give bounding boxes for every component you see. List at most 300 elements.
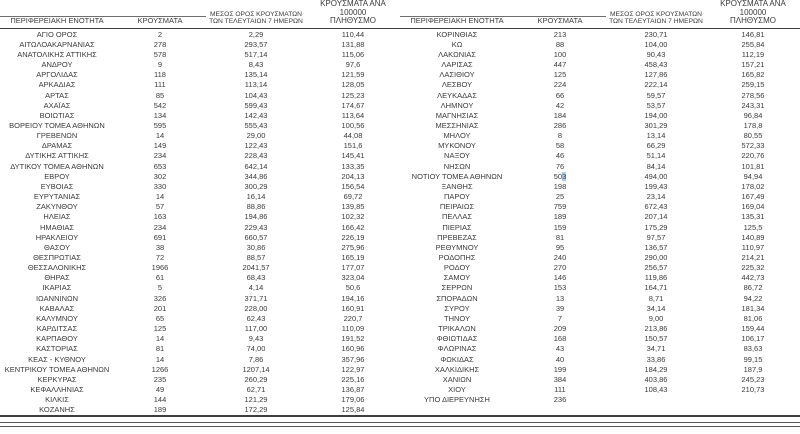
cases-cell: 38 <box>155 242 165 252</box>
per100k-cell: 69,72 <box>343 192 363 202</box>
per100k-cell: 157,21 <box>741 60 765 70</box>
cases-cell: 1966 <box>151 263 169 273</box>
avg7-cell: 88,86 <box>246 202 266 212</box>
avg7-cell: 53,57 <box>646 100 666 110</box>
avg7-cell: 184,29 <box>644 364 668 374</box>
avg7-cell: 59,57 <box>646 90 666 100</box>
avg7-cell: 62,71 <box>246 385 266 395</box>
table-row <box>0 222 400 232</box>
avg7-cell: 108,43 <box>644 385 668 395</box>
table-row <box>400 303 800 313</box>
col-header-cases: ΚΡΟΥΣΜΑΤΑ <box>514 16 606 28</box>
table-row <box>0 344 400 354</box>
avg7-cell: 403,86 <box>644 374 668 384</box>
cases-cell: 111 <box>154 80 166 90</box>
per100k-cell: 136,87 <box>341 385 365 395</box>
region-cell: ΧΑΛΚΙΔΙΚΗΣ <box>434 364 480 374</box>
region-cell: ΚΕΦΑΛΛΗΝΙΑΣ <box>30 385 84 395</box>
region-cell: ΑΝΑΤΟΛΙΚΗΣ ΑΤΤΙΚΗΣ <box>17 49 97 59</box>
per100k-cell: 44,08 <box>343 131 363 141</box>
cases-cell: 76 <box>555 161 565 171</box>
cases-cell: 224 <box>553 80 567 90</box>
per100k-cell: 125,23 <box>341 90 365 100</box>
avg7-cell: 672,43 <box>644 202 668 212</box>
region-cell: ΛΑΚΩΝΙΑΣ <box>438 49 476 59</box>
per100k-cell: 160,96 <box>341 344 365 354</box>
region-cell: ΠΙΕΡΙΑΣ <box>442 222 472 232</box>
region-cell: ΙΩΑΝΝΙΝΩΝ <box>35 293 79 303</box>
avg7-cell: 7,86 <box>248 354 264 364</box>
per100k-cell: 220,76 <box>741 151 765 161</box>
region-cell: ΚΑΒΑΛΑΣ <box>39 303 75 313</box>
region-cell: ΤΡΙΚΑΛΩΝ <box>438 324 476 334</box>
region-cell: ΠΡΕΒΕΖΑΣ <box>437 232 477 242</box>
table-row <box>400 222 800 232</box>
region-cell: ΜΥΚΟΝΟΥ <box>438 141 476 151</box>
col-header-per100k: ΚΡΟΥΣΜΑΤΑ ΑΝΑ 100000 ΠΛΗΘΥΣΜΟ <box>320 0 386 26</box>
region-cell: ΦΩΚΙΔΑΣ <box>440 354 474 364</box>
per100k-cell: 113,64 <box>341 110 365 120</box>
table-body <box>0 29 400 415</box>
table-row <box>0 313 400 323</box>
cases-cell: 236 <box>553 395 567 405</box>
cases-cell: 14 <box>155 192 165 202</box>
region-cell: ΑΝΔΡΟΥ <box>41 60 73 70</box>
per100k-cell: 357,96 <box>341 354 365 364</box>
region-cell: ΗΡΑΚΛΕΙΟΥ <box>35 232 79 242</box>
region-cell: ΑΧΑΪΑΣ <box>43 100 71 110</box>
per100k-cell: 278,56 <box>741 90 765 100</box>
cases-cell: 85 <box>155 90 165 100</box>
table-row <box>400 171 800 181</box>
cases-cell: 384 <box>553 374 567 384</box>
region-cell: ΤΗΝΟΥ <box>443 313 470 323</box>
cases-table-right <box>400 0 800 405</box>
table-row <box>0 100 400 110</box>
avg7-cell: 199,43 <box>644 181 668 191</box>
cases-cell: 25 <box>555 192 565 202</box>
per100k-cell: 226,19 <box>341 232 365 242</box>
cases-cell: 153 <box>553 283 567 293</box>
region-cell: ΛΗΜΝΟΥ <box>440 100 474 110</box>
per100k-cell: 131,88 <box>341 39 365 49</box>
avg7-cell: 135,14 <box>244 70 268 80</box>
cases-cell: 111 <box>554 385 566 395</box>
region-cell: ΑΡΤΑΣ <box>45 90 69 100</box>
per100k-cell: 110,09 <box>341 324 365 334</box>
cases-cell: 125 <box>553 70 567 80</box>
avg7-cell: 660,57 <box>244 232 268 242</box>
region-cell: ΡΟΔΟΠΗΣ <box>438 253 476 263</box>
avg7-cell: 1207,14 <box>242 364 270 374</box>
per100k-cell: 572,33 <box>741 141 765 151</box>
cases-cell: 81 <box>155 344 165 354</box>
per100k-cell: 181,34 <box>741 303 765 313</box>
table-row <box>0 293 400 303</box>
cases-cell: 9 <box>157 60 163 70</box>
avg7-cell: 30,86 <box>246 242 266 252</box>
cases-cell: 168 <box>553 334 567 344</box>
cases-cell: 100 <box>553 49 567 59</box>
region-cell: ΡΕΘΥΜΝΟΥ <box>435 242 479 252</box>
table-row <box>0 192 400 202</box>
region-cell: ΑΡΓΟΛΙΔΑΣ <box>36 70 78 80</box>
region-cell: ΑΙΤΩΛΟΑΚΑΡΝΑΝΙΑΣ <box>19 39 95 49</box>
table-row <box>0 59 400 69</box>
per100k-cell: 259,15 <box>741 80 765 90</box>
cases-cell: 7 <box>557 313 563 323</box>
cases-cell: 691 <box>153 232 167 242</box>
cases-cell: 330 <box>153 181 167 191</box>
region-cell: ΧΑΝΙΩΝ <box>442 374 472 384</box>
table-row <box>0 212 400 222</box>
region-cell: ΜΑΓΝΗΣΙΑΣ <box>435 110 479 120</box>
table-row <box>400 120 800 130</box>
table-row <box>400 252 800 262</box>
region-cell: ΣΑΜΟΥ <box>443 273 471 283</box>
region-cell: ΚΙΛΚΙΣ <box>45 395 69 405</box>
avg7-cell: 23,14 <box>646 192 666 202</box>
cases-cell: 447 <box>553 60 567 70</box>
region-cell: ΠΕΛΛΑΣ <box>441 212 473 222</box>
per100k-cell: 177,07 <box>341 263 365 273</box>
avg7-cell: 172,29 <box>244 405 268 415</box>
double-rule-top <box>0 422 800 423</box>
col-header-per100k: ΚΡΟΥΣΜΑΤΑ ΑΝΑ 100000 ΠΛΗΘΥΣΜΟ <box>720 0 786 26</box>
avg7-cell: 121,29 <box>244 395 268 405</box>
cases-cell: 5 <box>157 283 163 293</box>
avg7-cell: 4,14 <box>248 283 264 293</box>
table-row <box>400 395 800 405</box>
table-row <box>0 151 400 161</box>
per100k-cell: 151,6 <box>343 141 363 151</box>
table-row <box>400 293 800 303</box>
region-cell: ΚΕΝΤΡΙΚΟΥ ΤΟΜΕΑ ΑΘΗΝΩΝ <box>4 364 110 374</box>
region-cell: ΞΑΝΘΗΣ <box>441 181 473 191</box>
table-row <box>0 181 400 191</box>
cases-cell: 159 <box>553 222 567 232</box>
region-cell: ΥΠΟ ΔΙΕΡΕΥΝΗΣΗ <box>424 395 490 405</box>
avg7-cell: 84,14 <box>646 161 666 171</box>
region-cell: ΚΑΡΔΙΤΣΑΣ <box>36 324 78 334</box>
per100k-cell: 112,19 <box>741 49 765 59</box>
cases-cell: 503 <box>553 171 567 181</box>
region-cell: ΚΟΡΙΝΘΙΑΣ <box>436 29 478 39</box>
cases-cell: 118 <box>154 70 166 80</box>
avg7-cell: 194,86 <box>244 212 268 222</box>
cases-cell: 149 <box>153 141 167 151</box>
table-body <box>400 29 800 405</box>
avg7-cell: 104,00 <box>644 39 668 49</box>
cases-cell: 40 <box>555 354 565 364</box>
table-row <box>0 110 400 120</box>
per100k-cell: 110,97 <box>741 242 765 252</box>
region-cell: ΦΛΩΡΙΝΑΣ <box>437 344 477 354</box>
per100k-cell: 94,94 <box>743 171 763 181</box>
table-row <box>0 141 400 151</box>
region-cell: ΘΑΣΟΥ <box>44 242 70 252</box>
avg7-cell: 207,14 <box>644 212 668 222</box>
per100k-cell: 442,73 <box>741 273 765 283</box>
per100k-cell: 139,85 <box>341 202 365 212</box>
table-row <box>0 364 400 374</box>
cases-cell: 42 <box>555 100 565 110</box>
table-row <box>400 80 800 90</box>
region-cell: ΔΡΑΜΑΣ <box>41 141 73 151</box>
table-row <box>400 232 800 242</box>
region-cell: ΚΑΡΠΑΘΟΥ <box>36 334 78 344</box>
table-row <box>400 384 800 394</box>
cases-cell: 49 <box>155 385 165 395</box>
region-cell: ΛΑΣΙΘΙΟΥ <box>439 70 475 80</box>
cases-cell: 146 <box>553 273 567 283</box>
table-row <box>0 49 400 59</box>
avg7-cell: 555,43 <box>244 120 268 130</box>
avg7-cell: 104,43 <box>244 90 268 100</box>
per100k-cell: 225,32 <box>741 263 765 273</box>
cases-cell: 653 <box>153 161 167 171</box>
region-cell: ΚΑΣΤΟΡΙΑΣ <box>36 344 78 354</box>
per100k-cell: 80,55 <box>743 131 763 141</box>
table-row <box>400 334 800 344</box>
avg7-cell: 90,43 <box>646 49 666 59</box>
avg7-cell: 62,43 <box>246 313 266 323</box>
region-cell: ΑΓΙΟ ΟΡΟΣ <box>36 29 78 39</box>
region-cell: ΙΚΑΡΙΑΣ <box>42 283 72 293</box>
cases-cell: 184 <box>553 110 567 120</box>
cases-cell: 163 <box>153 212 167 222</box>
avg7-cell: 260,29 <box>244 374 268 384</box>
per100k-cell: 81,06 <box>743 313 763 323</box>
avg7-cell: 290,00 <box>644 253 668 263</box>
cases-cell: 189 <box>553 212 567 222</box>
avg7-cell: 119,86 <box>644 273 668 283</box>
table-row <box>0 131 400 141</box>
per100k-cell: 169,04 <box>741 202 765 212</box>
cases-cell: 58 <box>555 141 565 151</box>
per100k-cell: 194,16 <box>341 293 365 303</box>
avg7-cell: 344,86 <box>244 171 268 181</box>
cases-cell: 209 <box>553 324 567 334</box>
cases-cell: 144 <box>153 395 167 405</box>
avg7-cell: 34,14 <box>646 303 666 313</box>
avg7-cell: 66,29 <box>646 141 666 151</box>
per100k-cell: 50,6 <box>345 283 361 293</box>
table-row <box>0 395 400 405</box>
per100k-cell: 225,16 <box>341 374 365 384</box>
table-row <box>400 202 800 212</box>
cases-cell: 302 <box>153 171 167 181</box>
table-row <box>0 70 400 80</box>
avg7-cell: 8,71 <box>648 293 664 303</box>
per100k-cell: 122,97 <box>341 364 365 374</box>
cases-cell: 43 <box>555 344 565 354</box>
region-cell: ΘΕΣΠΡΩΤΙΑΣ <box>33 253 81 263</box>
per100k-cell: 96,84 <box>743 110 763 120</box>
per100k-cell: 191,52 <box>341 334 365 344</box>
per100k-cell: 83,63 <box>743 344 763 354</box>
region-cell: ΚΕΑΣ - ΚΥΘΝΟΥ <box>28 354 86 364</box>
table-row <box>0 283 400 293</box>
table-row <box>400 70 800 80</box>
per100k-cell: 220,7 <box>343 313 363 323</box>
avg7-cell: 88,57 <box>246 253 266 263</box>
table-row <box>400 283 800 293</box>
region-cell: ΛΕΣΒΟΥ <box>441 80 473 90</box>
region-cell: ΛΕΥΚΑΔΑΣ <box>437 90 477 100</box>
per100k-cell: 160,91 <box>341 303 365 313</box>
table-row <box>0 29 400 39</box>
per100k-cell: 133,35 <box>341 161 365 171</box>
per100k-cell: 110,44 <box>341 29 365 39</box>
avg7-cell: 256,57 <box>644 263 668 273</box>
avg7-cell: 164,71 <box>644 283 668 293</box>
region-cell: ΧΙΟΥ <box>448 385 466 395</box>
per100k-cell: 178,8 <box>743 120 763 130</box>
cases-cell: 72 <box>155 253 165 263</box>
avg7-cell: 8,43 <box>248 60 264 70</box>
cases-cell: 8 <box>557 131 563 141</box>
cases-cell: 578 <box>153 49 167 59</box>
avg7-cell: 301,29 <box>644 120 668 130</box>
region-cell: ΕΒΡΟΥ <box>44 171 70 181</box>
region-cell: ΠΑΡΟΥ <box>443 192 470 202</box>
cases-cell: 95 <box>555 242 565 252</box>
region-cell: ΜΕΣΣΗΝΙΑΣ <box>435 120 479 130</box>
per100k-cell: 97,6 <box>345 60 361 70</box>
cases-cell: 235 <box>153 374 167 384</box>
table-row <box>0 242 400 252</box>
region-cell: ΛΑΡΙΣΑΣ <box>441 60 473 70</box>
per100k-cell: 243,31 <box>741 100 765 110</box>
table-row <box>0 80 400 90</box>
per100k-cell: 140,89 <box>741 232 765 242</box>
table-row <box>0 90 400 100</box>
avg7-cell: 68,43 <box>246 273 266 283</box>
avg7-cell: 300,29 <box>244 181 268 191</box>
per100k-cell: 101,81 <box>741 161 765 171</box>
per100k-cell: 204,13 <box>341 171 365 181</box>
selected-digit: 3 <box>562 171 567 181</box>
region-cell: ΣΠΟΡΑΔΩΝ <box>436 293 478 303</box>
per100k-cell: 323,04 <box>341 273 365 283</box>
cases-cell: 14 <box>155 131 165 141</box>
col-header-avg7: ΜΕΣΟΣ ΟΡΟΣ ΚΡΟΥΣΜΑΤΩΝ ΤΩΝ ΤΕΛΕΥΤΑΙΩΝ 7 ΗΜΕΡΩΝ <box>609 10 703 26</box>
avg7-cell: 229,43 <box>244 222 268 232</box>
per100k-cell: 174,67 <box>341 100 365 110</box>
region-cell: ΠΕΙΡΑΙΩΣ <box>439 202 475 212</box>
cases-cell: 1266 <box>151 364 169 374</box>
table-row <box>400 324 800 334</box>
avg7-cell: 458,43 <box>644 60 668 70</box>
cases-cell: 270 <box>553 263 567 273</box>
region-cell: ΡΟΔΟΥ <box>443 263 471 273</box>
region-cell: ΝΟΤΙΟΥ ΤΟΜΕΑ ΑΘΗΝΩΝ <box>411 171 503 181</box>
per100k-cell: 165,82 <box>741 70 765 80</box>
cases-cell: 61 <box>155 273 165 283</box>
region-cell: ΣΥΡΟΥ <box>444 303 470 313</box>
table-row <box>400 344 800 354</box>
cases-cell: 286 <box>553 120 567 130</box>
table-row <box>400 90 800 100</box>
table-row <box>0 161 400 171</box>
avg7-cell: 213,86 <box>644 324 668 334</box>
avg7-cell: 117,00 <box>244 324 268 334</box>
cases-cell: 199 <box>553 364 567 374</box>
per100k-cell: 99,15 <box>743 354 763 364</box>
col-header-cases: ΚΡΟΥΣΜΑΤΑ <box>114 16 206 28</box>
per100k-cell: 100,56 <box>341 120 365 130</box>
table-row <box>400 242 800 252</box>
cases-table-left <box>0 0 400 415</box>
per100k-cell: 187,9 <box>743 364 763 374</box>
cases-cell: 198 <box>553 181 567 191</box>
cases-cell: 46 <box>555 151 565 161</box>
cases-cell: 234 <box>153 222 167 232</box>
avg7-cell: 194,00 <box>644 110 668 120</box>
per100k-cell: 166,42 <box>341 222 365 232</box>
table-row <box>0 252 400 262</box>
cases-cell: 57 <box>155 202 165 212</box>
table-row <box>400 151 800 161</box>
avg7-cell: 51,14 <box>646 151 666 161</box>
table-row <box>400 354 800 364</box>
avg7-cell: 642,14 <box>244 161 268 171</box>
cases-cell: 542 <box>153 100 167 110</box>
cases-cell: 234 <box>153 151 167 161</box>
cases-cell: 189 <box>153 405 167 415</box>
per100k-cell: 210,73 <box>741 385 765 395</box>
cases-cell: 759 <box>553 202 567 212</box>
col-header-avg7: ΜΕΣΟΣ ΟΡΟΣ ΚΡΟΥΣΜΑΤΩΝ ΤΩΝ ΤΕΛΕΥΤΑΙΩΝ 7 ΗΜΕΡΩΝ <box>209 10 303 26</box>
table-row <box>0 374 400 384</box>
avg7-cell: 33,86 <box>646 354 666 364</box>
per100k-cell: 145,41 <box>341 151 365 161</box>
per100k-cell: 179,06 <box>341 395 365 405</box>
table-row <box>400 39 800 49</box>
avg7-cell: 517,14 <box>244 49 268 59</box>
region-cell: ΣΕΡΡΩΝ <box>441 283 473 293</box>
per100k-cell: 146,81 <box>741 29 765 39</box>
per100k-cell: 115,06 <box>341 49 365 59</box>
region-cell: ΔΥΤΙΚΗΣ ΑΤΤΙΚΗΣ <box>25 151 89 161</box>
cases-cell: 39 <box>555 303 565 313</box>
cases-cell: 14 <box>155 354 165 364</box>
per100k-cell: 255,84 <box>741 39 765 49</box>
table-row <box>0 171 400 181</box>
table-row <box>400 364 800 374</box>
avg7-cell: 2041,57 <box>242 263 270 273</box>
cases-cell: 134 <box>153 110 167 120</box>
avg7-cell: 494,00 <box>644 171 668 181</box>
per100k-cell: 214,21 <box>741 253 765 263</box>
table-row <box>400 141 800 151</box>
cases-cell: 13 <box>555 293 565 303</box>
table-row <box>0 334 400 344</box>
region-cell: ΝΑΞΟΥ <box>444 151 470 161</box>
avg7-cell: 599,43 <box>244 100 268 110</box>
table-row <box>0 263 400 273</box>
cases-cell: 326 <box>153 293 167 303</box>
avg7-cell: 150,57 <box>644 334 668 344</box>
table-header <box>0 0 400 29</box>
table-bottom-rule <box>0 415 800 417</box>
table-row <box>400 110 800 120</box>
per100k-cell: 121,59 <box>341 70 365 80</box>
region-cell: ΘΕΣΣΑΛΟΝΙΚΗΣ <box>27 263 87 273</box>
table-row <box>400 273 800 283</box>
table-row <box>400 59 800 69</box>
